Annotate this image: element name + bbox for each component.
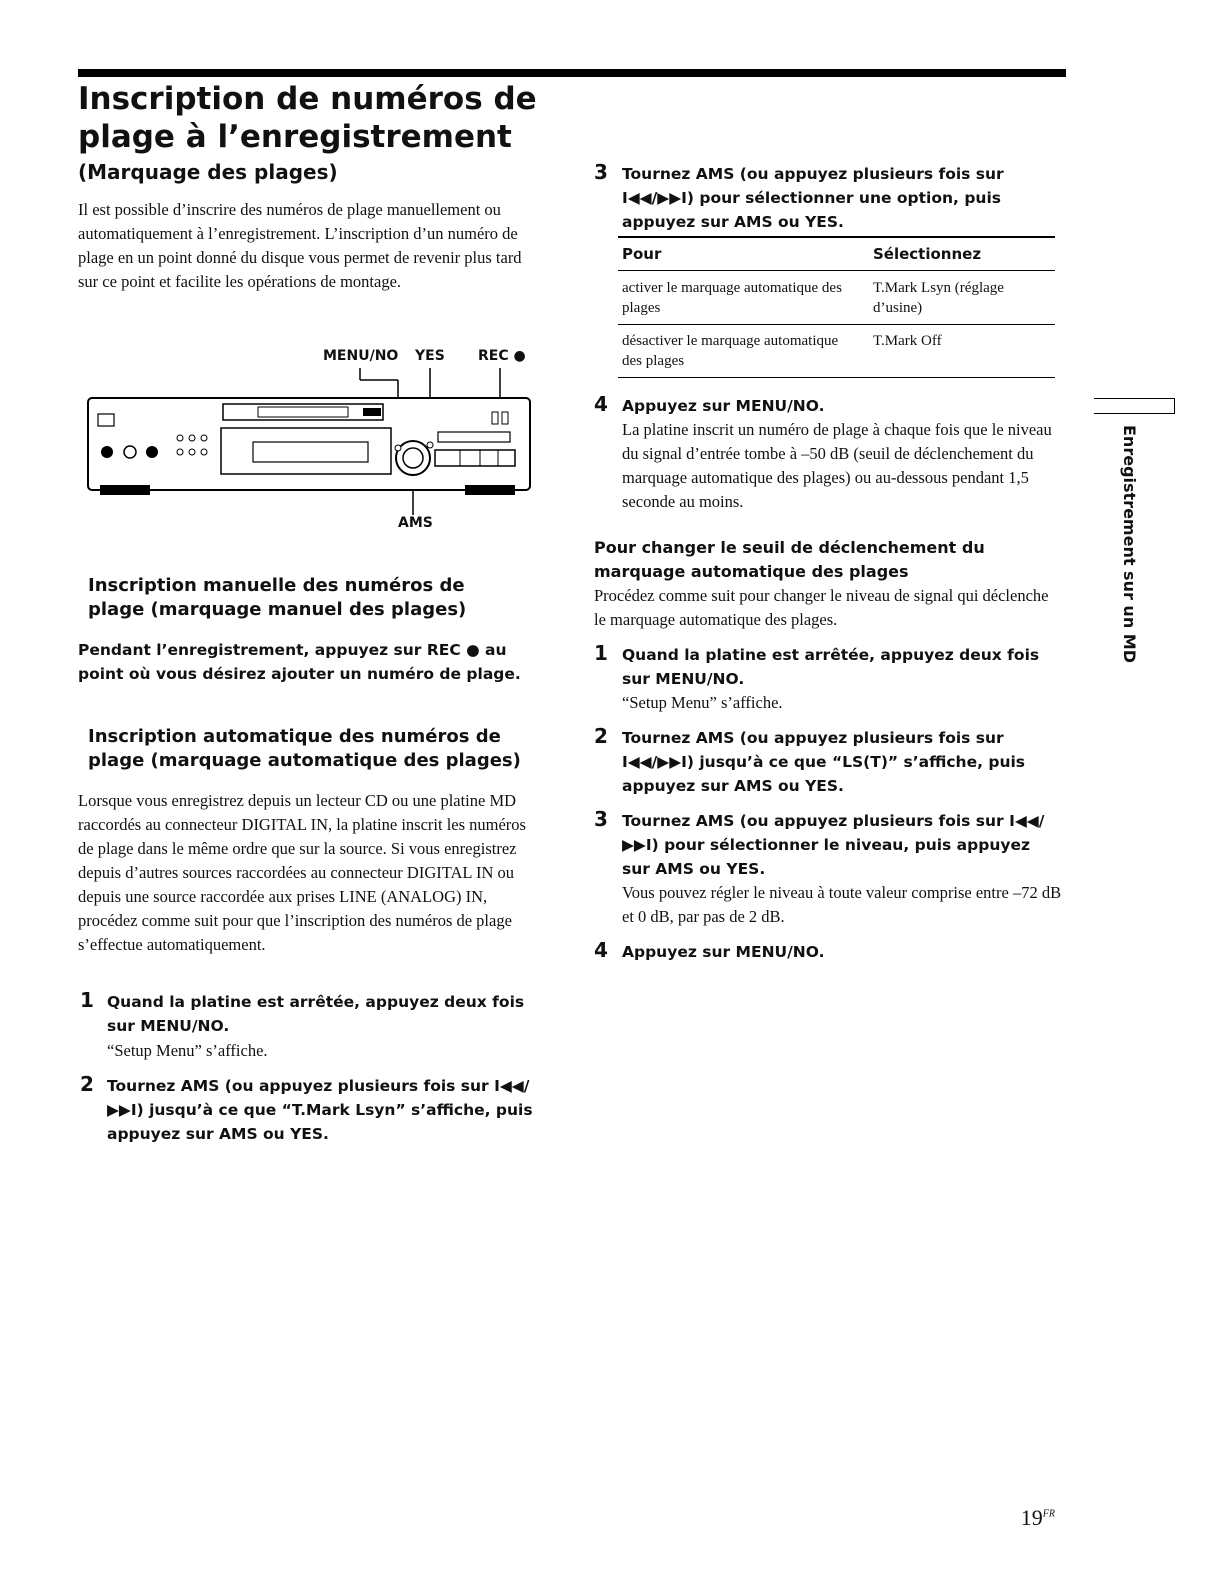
table-bottom-rule [618,377,1055,378]
threshold-step1-number: 1 [594,641,608,665]
threshold-step3-note: Vous pouvez régler le niveau à toute valeur comprise entre –72 dB et 0 dB, par pas de 2 dB. [622,883,1062,926]
ams-label: AMS [398,515,433,531]
table-row1-pour: activer le marquage automatique des plages [622,280,842,316]
table-row-rule [618,324,1055,325]
page-subtitle: (Marquage des plages) [78,160,338,184]
threshold-step4-number: 4 [594,938,608,962]
auto-step4-text: Appuyez sur MENU/NO. [622,397,825,415]
auto-step1-number: 1 [80,988,94,1012]
intro-paragraph: Il est possible d’inscrire des numéros de plage manuellement ou automatiquement à l’enregistrement. L’inscription d’un numéro de plage en un point donné du disque vous permet de revenir plus tard sur ce point et facilite les opérations de montage. [78,200,522,291]
threshold-step3-text: Tournez AMS (ou appuyez plusieurs fois sur I◀◀/▶▶I) pour sélectionner le niveau, puis appuyez sur AMS ou YES. [622,812,1045,878]
auto-step4-note: La platine inscrit un numéro de plage à chaque fois que le niveau du signal d’entrée tombe à –50 dB (seuil de déclenchement du marquage automatique des plages) ou au-dessous pendant 1,5 seconde au moins. [622,420,1052,511]
threshold-step3-number: 3 [594,807,608,831]
menu-no-label: MENU/NO [323,348,399,364]
page-title: Inscription de numéros de plage à l’enregistrement [78,81,537,155]
auto-step1-text: Quand la platine est arrêtée, appuyez deux fois sur MENU/NO. [107,993,525,1035]
table-header-rule [618,270,1055,271]
auto-step2-number: 2 [80,1072,94,1096]
threshold-step2-text: Tournez AMS (ou appuyez plusieurs fois sur I◀◀/▶▶I) jusqu’à ce que “LS(T)” s’affiche, puis appuyez sur AMS ou YES. [622,729,1026,795]
yes-label: YES [415,348,445,364]
table-top-rule [618,236,1055,238]
page-number [1021,1505,1055,1531]
rec-label: REC ● [478,348,526,364]
threshold-step1-note: “Setup Menu” s’affiche. [622,693,783,712]
page-number-suffix: FR [1042,1508,1055,1520]
threshold-step4-text: Appuyez sur MENU/NO. [622,943,825,961]
auto-step3-text: Tournez AMS (ou appuyez plusieurs fois sur I◀◀/▶▶I) pour sélectionner une option, puis appuyez sur AMS ou YES. [622,165,1004,231]
table-header-selectionnez: Sélectionnez [873,245,982,263]
section-tab-box [1094,398,1175,414]
top-rule [78,69,1066,77]
table-row2-selection: T.Mark Off [873,333,942,349]
table-header-pour: Pour [622,245,662,263]
auto-step2-text: Tournez AMS (ou appuyez plusieurs fois sur I◀◀/▶▶I) jusqu’à ce que “T.Mark Lsyn” s’affiche, puis appuyez sur AMS ou YES. [107,1077,533,1143]
auto-body: Lorsque vous enregistrez depuis un lecteur CD ou une platine MD raccordés au connecteur DIGITAL IN, la platine inscrit les numéros de plage dans le même ordre que sur la source. Si vous enregistrez depuis d’autres sources raccordées au connecteur DIGITAL IN ou depuis une source raccordée aux prises LINE (ANALOG) IN, procédez comme suit pour que l’inscription des numéros de plage s’effectue automatiquement. [78,791,526,954]
manual-heading: Inscription manuelle des numéros de plage (marquage manuel des plages) [88,575,467,620]
page-number-value: 19 [1020,1505,1043,1530]
auto-step4-number: 4 [594,392,608,416]
md-deck-illustration [80,340,550,540]
auto-step1-note: “Setup Menu” s’affiche. [107,1041,268,1060]
auto-heading: Inscription automatique des numéros de plage (marquage automatique des plages) [88,726,521,771]
auto-step3-number: 3 [594,160,608,184]
threshold-body: Procédez comme suit pour changer le niveau de signal qui déclenche le marquage automatique des plages. [594,586,1049,629]
manual-instruction: Pendant l’enregistrement, appuyez sur REC ● au point où vous désirez ajouter un numéro de plage. [78,641,521,683]
section-side-label: Enregistrement sur un MD [1120,425,1139,663]
device-diagram [80,340,550,540]
table-row2-pour: désactiver le marquage automatique des plages [622,333,839,369]
threshold-heading: Pour changer le seuil de déclenchement du marquage automatique des plages [594,538,985,581]
threshold-step1-text: Quand la platine est arrêtée, appuyez deux fois sur MENU/NO. [622,646,1040,688]
threshold-step2-number: 2 [594,724,608,748]
table-row1-selection: T.Mark Lsyn (réglage d’usine) [873,280,1004,316]
